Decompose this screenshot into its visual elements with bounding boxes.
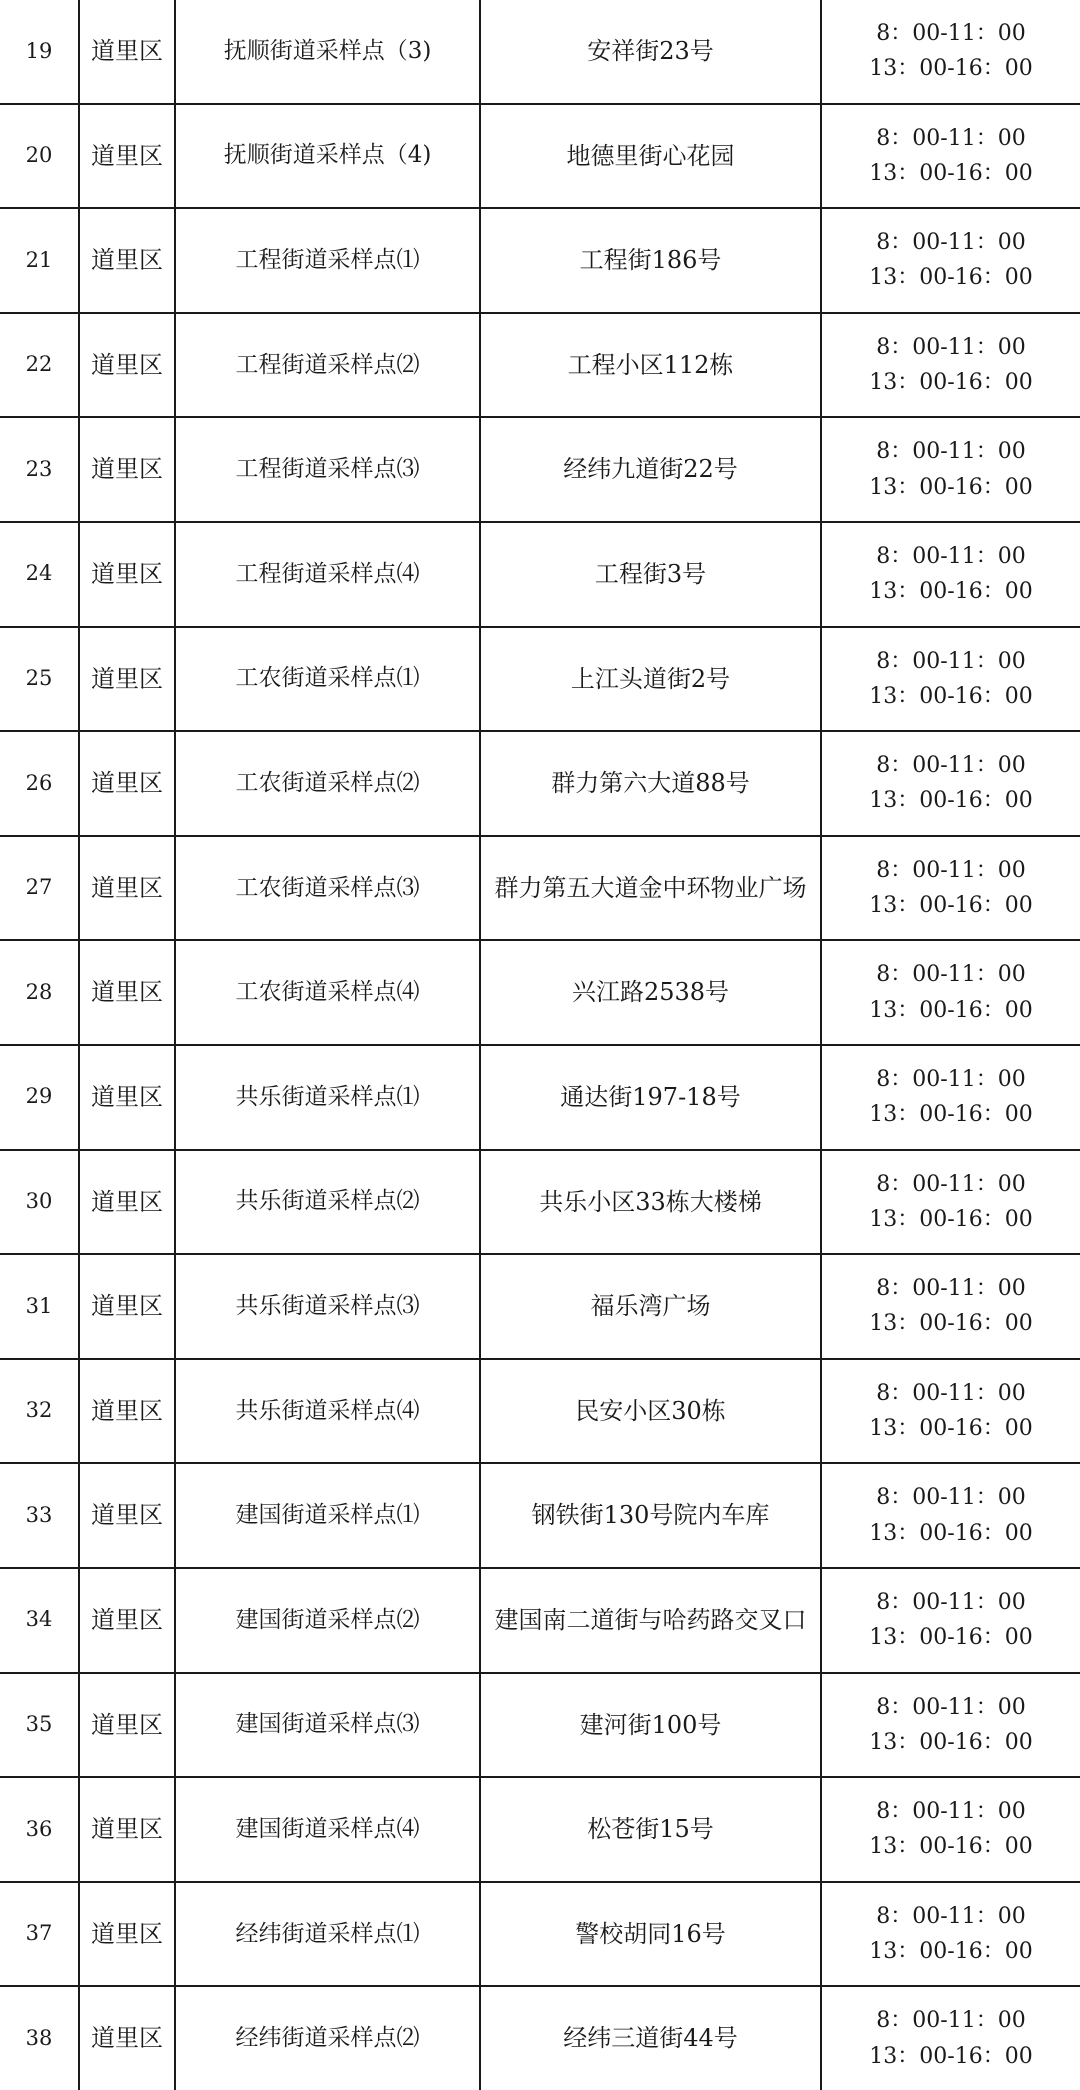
address-cell: 建河街100号 bbox=[480, 1673, 821, 1778]
address-cell: 上江头道街2号 bbox=[480, 627, 821, 732]
hours-cell bbox=[821, 0, 1080, 104]
row-number: 35 bbox=[0, 1673, 79, 1778]
district-cell: 道里区 bbox=[79, 1673, 175, 1778]
row-number: 34 bbox=[0, 1568, 79, 1673]
hours-cell bbox=[821, 1254, 1080, 1359]
sampling-point-cell: 抚顺街道采样点（4) bbox=[175, 104, 480, 209]
sampling-point-cell: 工农街道采样点⑴ bbox=[175, 627, 480, 732]
hours-cell bbox=[821, 627, 1080, 732]
morning-hours: 8：00-11：00 bbox=[876, 1380, 1026, 1406]
table-row bbox=[0, 1463, 1080, 1568]
table-row bbox=[0, 731, 1080, 836]
hours-cell bbox=[821, 731, 1080, 836]
sampling-point-cell: 建国街道采样点⑶ bbox=[175, 1673, 480, 1778]
afternoon-hours: 13：00-16：00 bbox=[869, 579, 1033, 605]
hours-cell bbox=[821, 522, 1080, 627]
sampling-point-cell: 工农街道采样点⑶ bbox=[175, 836, 480, 941]
morning-hours: 8：00-11：00 bbox=[876, 2008, 1026, 2034]
sampling-point-cell: 抚顺街道采样点（3) bbox=[175, 0, 480, 104]
morning-hours: 8：00-11：00 bbox=[876, 21, 1026, 47]
row-number: 24 bbox=[0, 522, 79, 627]
afternoon-hours: 13：00-16：00 bbox=[869, 683, 1033, 709]
morning-hours: 8：00-11：00 bbox=[876, 439, 1026, 465]
table-row bbox=[0, 1254, 1080, 1359]
row-number: 31 bbox=[0, 1254, 79, 1359]
hours-cell bbox=[821, 940, 1080, 1045]
table-row bbox=[0, 1568, 1080, 1673]
row-number: 30 bbox=[0, 1150, 79, 1255]
afternoon-hours: 13：00-16：00 bbox=[869, 265, 1033, 291]
table-row bbox=[0, 1045, 1080, 1150]
district-cell: 道里区 bbox=[79, 627, 175, 732]
sampling-point-cell: 工程街道采样点⑴ bbox=[175, 208, 480, 313]
district-cell: 道里区 bbox=[79, 1254, 175, 1359]
table-row bbox=[0, 1359, 1080, 1464]
district-cell: 道里区 bbox=[79, 1463, 175, 1568]
afternoon-hours: 13：00-16：00 bbox=[869, 2043, 1033, 2069]
address-cell: 工程街186号 bbox=[480, 208, 821, 313]
afternoon-hours: 13：00-16：00 bbox=[869, 1625, 1033, 1651]
afternoon-hours: 13：00-16：00 bbox=[869, 893, 1033, 919]
district-cell: 道里区 bbox=[79, 313, 175, 418]
row-number: 33 bbox=[0, 1463, 79, 1568]
morning-hours: 8：00-11：00 bbox=[876, 1276, 1026, 1302]
hours-cell bbox=[821, 1463, 1080, 1568]
address-cell: 警校胡同16号 bbox=[480, 1882, 821, 1987]
table-row bbox=[0, 1150, 1080, 1255]
morning-hours: 8：00-11：00 bbox=[876, 1590, 1026, 1616]
sampling-point-cell: 共乐街道采样点⑶ bbox=[175, 1254, 480, 1359]
district-cell: 道里区 bbox=[79, 1882, 175, 1987]
row-number: 38 bbox=[0, 1986, 79, 2090]
morning-hours: 8：00-11：00 bbox=[876, 125, 1026, 151]
sampling-point-cell: 建国街道采样点⑵ bbox=[175, 1568, 480, 1673]
afternoon-hours: 13：00-16：00 bbox=[869, 788, 1033, 814]
table-row bbox=[0, 940, 1080, 1045]
afternoon-hours: 13：00-16：00 bbox=[869, 1416, 1033, 1442]
hours-cell bbox=[821, 1777, 1080, 1882]
district-cell: 道里区 bbox=[79, 1986, 175, 2090]
address-cell: 通达街197-18号 bbox=[480, 1045, 821, 1150]
hours-cell bbox=[821, 1673, 1080, 1778]
district-cell: 道里区 bbox=[79, 1359, 175, 1464]
hours-cell bbox=[821, 1882, 1080, 1987]
sampling-point-cell: 建国街道采样点⑴ bbox=[175, 1463, 480, 1568]
address-cell: 工程小区112栋 bbox=[480, 313, 821, 418]
district-cell: 道里区 bbox=[79, 0, 175, 104]
table-row bbox=[0, 1882, 1080, 1987]
afternoon-hours: 13：00-16：00 bbox=[869, 1729, 1033, 1755]
morning-hours: 8：00-11：00 bbox=[876, 1067, 1026, 1093]
address-cell: 共乐小区33栋大楼梯 bbox=[480, 1150, 821, 1255]
district-cell: 道里区 bbox=[79, 522, 175, 627]
table-row bbox=[0, 836, 1080, 941]
hours-cell bbox=[821, 1359, 1080, 1464]
sampling-point-cell: 经纬街道采样点⑴ bbox=[175, 1882, 480, 1987]
row-number: 19 bbox=[0, 0, 79, 104]
row-number: 37 bbox=[0, 1882, 79, 1987]
hours-cell bbox=[821, 1150, 1080, 1255]
afternoon-hours: 13：00-16：00 bbox=[869, 56, 1033, 82]
address-cell: 群力第五大道金中环物业广场 bbox=[480, 836, 821, 941]
table-row bbox=[0, 1986, 1080, 2090]
afternoon-hours: 13：00-16：00 bbox=[869, 1520, 1033, 1546]
morning-hours: 8：00-11：00 bbox=[876, 544, 1026, 570]
table-row bbox=[0, 417, 1080, 522]
address-cell: 民安小区30栋 bbox=[480, 1359, 821, 1464]
sampling-point-cell: 工农街道采样点⑷ bbox=[175, 940, 480, 1045]
address-cell: 兴江路2538号 bbox=[480, 940, 821, 1045]
sampling-point-cell: 建国街道采样点⑷ bbox=[175, 1777, 480, 1882]
district-cell: 道里区 bbox=[79, 1777, 175, 1882]
morning-hours: 8：00-11：00 bbox=[876, 648, 1026, 674]
address-cell: 建国南二道街与哈药路交叉口 bbox=[480, 1568, 821, 1673]
district-cell: 道里区 bbox=[79, 1150, 175, 1255]
afternoon-hours: 13：00-16：00 bbox=[869, 1938, 1033, 1964]
morning-hours: 8：00-11：00 bbox=[876, 1799, 1026, 1825]
row-number: 22 bbox=[0, 313, 79, 418]
afternoon-hours: 13：00-16：00 bbox=[869, 1834, 1033, 1860]
district-cell: 道里区 bbox=[79, 836, 175, 941]
sampling-point-cell: 工程街道采样点⑶ bbox=[175, 417, 480, 522]
table-row bbox=[0, 208, 1080, 313]
hours-cell bbox=[821, 313, 1080, 418]
afternoon-hours: 13：00-16：00 bbox=[869, 1311, 1033, 1337]
address-cell: 福乐湾广场 bbox=[480, 1254, 821, 1359]
hours-cell bbox=[821, 1045, 1080, 1150]
afternoon-hours: 13：00-16：00 bbox=[869, 474, 1033, 500]
row-number: 20 bbox=[0, 104, 79, 209]
row-number: 27 bbox=[0, 836, 79, 941]
morning-hours: 8：00-11：00 bbox=[876, 230, 1026, 256]
morning-hours: 8：00-11：00 bbox=[876, 857, 1026, 883]
sampling-point-cell: 工程街道采样点⑷ bbox=[175, 522, 480, 627]
table-row bbox=[0, 0, 1080, 104]
morning-hours: 8：00-11：00 bbox=[876, 1485, 1026, 1511]
morning-hours: 8：00-11：00 bbox=[876, 753, 1026, 779]
sampling-point-cell: 工程街道采样点⑵ bbox=[175, 313, 480, 418]
hours-cell bbox=[821, 1568, 1080, 1673]
district-cell: 道里区 bbox=[79, 417, 175, 522]
hours-cell bbox=[821, 836, 1080, 941]
row-number: 23 bbox=[0, 417, 79, 522]
address-cell: 经纬三道街44号 bbox=[480, 1986, 821, 2090]
afternoon-hours: 13：00-16：00 bbox=[869, 997, 1033, 1023]
row-number: 21 bbox=[0, 208, 79, 313]
address-cell: 松苍街15号 bbox=[480, 1777, 821, 1882]
address-cell: 安祥街23号 bbox=[480, 0, 821, 104]
sampling-point-cell: 共乐街道采样点⑵ bbox=[175, 1150, 480, 1255]
address-cell: 地德里街心花园 bbox=[480, 104, 821, 209]
address-cell: 工程街3号 bbox=[480, 522, 821, 627]
table-row bbox=[0, 522, 1080, 627]
row-number: 25 bbox=[0, 627, 79, 732]
morning-hours: 8：00-11：00 bbox=[876, 334, 1026, 360]
row-number: 29 bbox=[0, 1045, 79, 1150]
afternoon-hours: 13：00-16：00 bbox=[869, 1102, 1033, 1128]
hours-cell bbox=[821, 417, 1080, 522]
district-cell: 道里区 bbox=[79, 208, 175, 313]
row-number: 32 bbox=[0, 1359, 79, 1464]
hours-cell bbox=[821, 208, 1080, 313]
table-row bbox=[0, 104, 1080, 209]
table-row bbox=[0, 1777, 1080, 1882]
district-cell: 道里区 bbox=[79, 104, 175, 209]
morning-hours: 8：00-11：00 bbox=[876, 1171, 1026, 1197]
morning-hours: 8：00-11：00 bbox=[876, 1694, 1026, 1720]
address-cell: 经纬九道街22号 bbox=[480, 417, 821, 522]
row-number: 36 bbox=[0, 1777, 79, 1882]
table-row bbox=[0, 313, 1080, 418]
district-cell: 道里区 bbox=[79, 1045, 175, 1150]
district-cell: 道里区 bbox=[79, 1568, 175, 1673]
hours-cell bbox=[821, 1986, 1080, 2090]
afternoon-hours: 13：00-16：00 bbox=[869, 370, 1033, 396]
sampling-point-cell: 经纬街道采样点⑵ bbox=[175, 1986, 480, 2090]
row-number: 26 bbox=[0, 731, 79, 836]
sampling-point-cell: 共乐街道采样点⑷ bbox=[175, 1359, 480, 1464]
table-row bbox=[0, 1673, 1080, 1778]
afternoon-hours: 13：00-16：00 bbox=[869, 160, 1033, 186]
sampling-point-cell: 工农街道采样点⑵ bbox=[175, 731, 480, 836]
morning-hours: 8：00-11：00 bbox=[876, 1903, 1026, 1929]
address-cell: 钢铁街130号院内车库 bbox=[480, 1463, 821, 1568]
morning-hours: 8：00-11：00 bbox=[876, 962, 1026, 988]
sampling-point-cell: 共乐街道采样点⑴ bbox=[175, 1045, 480, 1150]
hours-cell bbox=[821, 104, 1080, 209]
district-cell: 道里区 bbox=[79, 940, 175, 1045]
table-row bbox=[0, 627, 1080, 732]
district-cell: 道里区 bbox=[79, 731, 175, 836]
afternoon-hours: 13：00-16：00 bbox=[869, 1206, 1033, 1232]
row-number: 28 bbox=[0, 940, 79, 1045]
address-cell: 群力第六大道88号 bbox=[480, 731, 821, 836]
